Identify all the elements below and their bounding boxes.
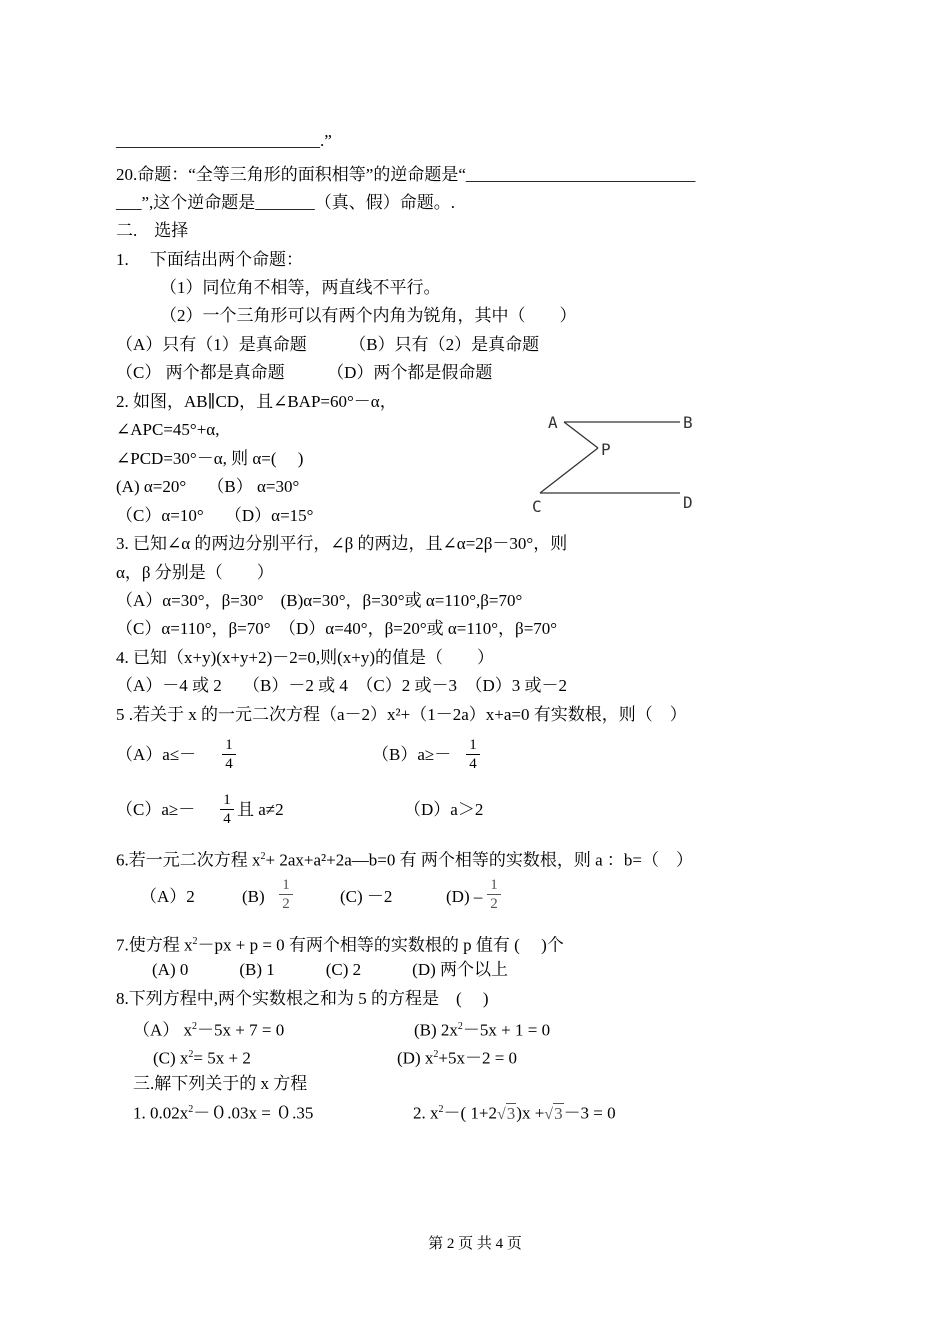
q1-proposition-1: （1）同位角不相等，两直线不平行。 [160, 278, 441, 297]
q7-options: (A) 0 (B) 1 (C) 2 (D) 两个以上 [152, 960, 509, 979]
sqrt-three: √3 [544, 1103, 563, 1123]
fraction-one-quarter: 1 4 [466, 737, 480, 772]
q5-option-b: （B）a≥－ [372, 745, 452, 764]
q1-options-ab: （A）只有（1）是真命题 （B）只有（2）是真命题 [116, 335, 540, 354]
fraction-one-half: 1 2 [279, 877, 293, 912]
q6-option-d: (D) – [446, 887, 483, 906]
label-c: C [532, 497, 542, 516]
q8-stem: 8.下列方程中,两个实数根之和为 5 的方程是 ( ) [116, 989, 489, 1008]
section-3-heading: 三.解下列关于的 x 方程 [133, 1074, 308, 1093]
segment-pc [540, 448, 598, 493]
q2-condition-2: ∠PCD=30°－α, 则 α=( ) [116, 449, 304, 468]
q6-option-b: (B) [242, 887, 265, 906]
q8-option-d: (D) $x^2+5x-2 = 0$ [397, 1048, 518, 1068]
q6-option-a: （A）2 [140, 887, 195, 906]
blank-line-end: ________________________.” [116, 131, 332, 150]
q3-stem: 3. 已知∠α 的两边分别平行，∠β 的两边，且∠α=2β－30°，则 [116, 534, 568, 553]
equation-2: 2. $x^2-$( 1+2√3)x +√3－3 = 0 [413, 1099, 616, 1126]
q5-option-c: （C）a≥－ [116, 800, 196, 819]
q8-option-a: （A） $x^2-5x + 7 = 0$ [133, 1020, 285, 1040]
q8-option-c: (C) $x^2= 5x + 2$ [153, 1048, 251, 1068]
q2-stem: 2. 如图，AB∥CD，且∠BAP=60°－α， [116, 392, 397, 411]
q8-option-b: (B) $2x^2-5x + 1 = 0$ [414, 1020, 551, 1040]
parallel-lines-figure [520, 405, 720, 520]
fraction-one-quarter: 1 4 [222, 737, 236, 772]
q4-options: （A）－4 或 2 （B）－2 或 4 （C）2 或－3 （D）3 或－2 [116, 676, 567, 695]
label-p: P [601, 440, 611, 459]
q3-options-ab: （A）α=30°，β=30° (B)α=30°，β=30°或 α=110°,β=70° [116, 591, 523, 610]
fraction-one-quarter: 1 4 [220, 792, 234, 827]
q6-stem: 6.若一元二次方程 $x^2+$ 2ax+a²+2a—b=0 有 两个相等的实数根，则 a ：b=（ ） [116, 850, 693, 870]
question-20-cont: ___”,这个逆命题是_______（真、假）命题。. [116, 193, 456, 212]
page-footer: 第 2 页 共 4 页 [428, 1236, 522, 1252]
q5-option-d: （D）a＞2 [404, 800, 484, 819]
equation-1: 1. $0.02x^2-0.03x = 0.35$ [133, 1103, 314, 1123]
q4-stem: 4. 已知（x+y)(x+y+2)－2=0,则(x+y)的值是（ ） [116, 648, 494, 667]
question-20: 20.命题：“全等三角形的面积相等”的逆命题是“___________________________ [116, 165, 696, 184]
fraction-one-half: 1 2 [487, 877, 501, 912]
q5-stem: 5 .若关于 x 的一元二次方程（a－2）x²+（1－2a）x+a=0 有实数根，则（ ） [116, 705, 687, 724]
q7-stem: 7.使方程 $x^2-px + p = 0$ 有两个相等的实数根的 p 值有 ( )个 [116, 935, 564, 955]
q5-option-a: （A）a≤－ [116, 745, 197, 764]
label-d: D [683, 493, 693, 512]
label-a: A [548, 413, 558, 432]
q1-options-cd: （C） 两个都是真命题 （D）两个都是假命题 [116, 363, 493, 382]
q1-stem: 1. 下面结出两个命题： [116, 250, 303, 269]
segment-ap [564, 422, 598, 448]
section-2-heading: 二. 选择 [116, 221, 189, 240]
q3-stem-cont: α，β 分别是（ ） [116, 563, 274, 582]
q2-condition-1: ∠APC=45°+α, [116, 420, 220, 439]
q5-option-c-cond: 且 a≠2 [237, 800, 284, 819]
q1-proposition-2: （2）一个三角形可以有两个内角为锐角，其中（ ） [160, 306, 577, 325]
label-b: B [683, 413, 693, 432]
q2-options-cd: （C）α=10° （D）α=15° [116, 506, 314, 525]
sqrt-three: √3 [497, 1103, 516, 1123]
q6-option-c: (C) －2 [340, 887, 393, 906]
q3-options-cd: （C）α=110°，β=70° （D）α=40°，β=20°或 α=110°，β=70° [116, 619, 558, 638]
q2-options-ab: (A) α=20° （B） α=30° [116, 477, 300, 496]
